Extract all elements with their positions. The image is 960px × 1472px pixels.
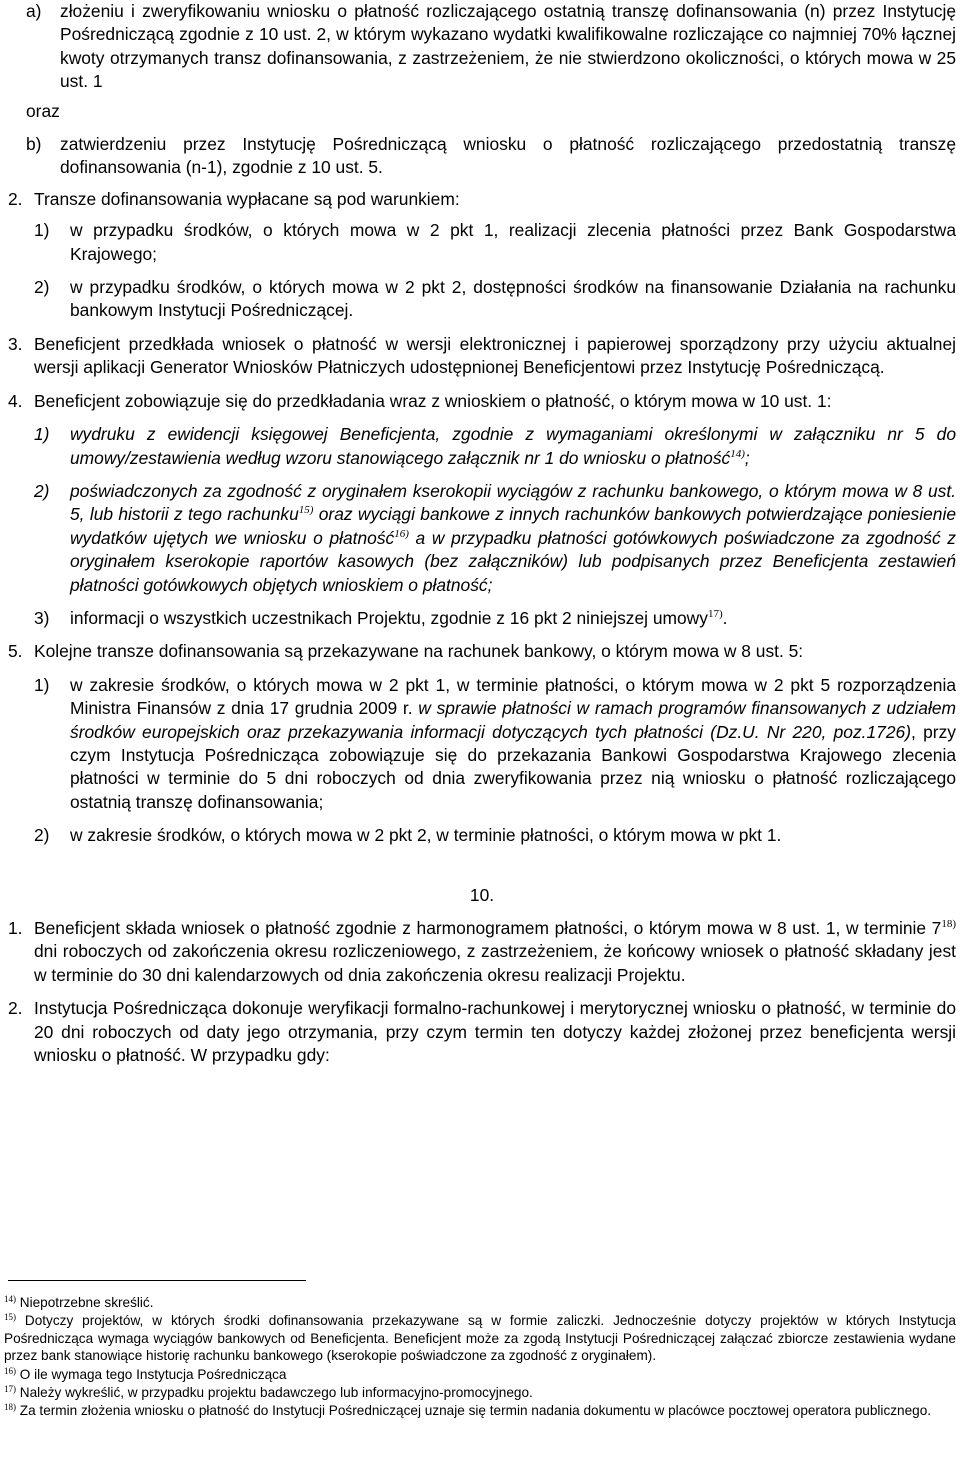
paragraph-5-number: 5. (8, 641, 23, 662)
footnote-separator (8, 1280, 306, 1281)
paragraph-4-item-3 (8, 607, 956, 630)
paragraph-3-number: 3. (8, 333, 23, 354)
section-10-paragraph-1 (8, 917, 956, 987)
footnote-ref-17[interactable]: 17) (707, 607, 723, 620)
item-number: 1) (34, 424, 50, 445)
item-number: 1) (34, 674, 50, 695)
paragraph-5-item-1 (8, 674, 956, 814)
paragraph-3-text: Beneficjent przedkłada wniosek o płatność w wersji elektronicznej i papierowej sporządzony przy użyciu aktualnej wersji aplikacji Generator Wniosków Płatniczych udostępnionej Beneficjentowi przez Instytucję Pośredniczącą. (34, 333, 956, 378)
clause-b (8, 133, 956, 180)
footnote-mark: 17) (4, 1384, 16, 1395)
footnote-14 (4, 1294, 956, 1311)
footnote-16 (4, 1366, 956, 1383)
item-text: informacji o wszystkich uczestnikach Projektu, zgodnie z 16 pkt 2 niniejszej umowy (70, 607, 708, 628)
clause-b-label: b) (26, 134, 42, 155)
item-text-part-2: , przy czym Instytucja Pośrednicząca zobowiązuje się do przekazania Bankowi Gospodarstwa Krajowego zlecenia płatności w terminie do 5 dni roboczych od dnia zweryfikowania przez nią wniosku o płatność rozliczającego ostatnią transzę dofinansowania; (70, 721, 956, 812)
item-number: 2) (34, 480, 50, 501)
paragraph-5-item-2 (8, 824, 956, 847)
footnote-text: Za termin złożenia wniosku o płatność do Instytucji Pośredniczącej uznaje się termin nadania dokumentu w placówce pocztowej operatora publicznego. (16, 1403, 932, 1419)
item-tail: ; (744, 447, 750, 468)
item-text-part-1: w zakresie środków, o których mowa w 2 pkt 1, w terminie płatności, o którym mowa w 2 pkt 5 rozporządzenia Ministra Finansów z dnia 17 grudnia 2009 r. (70, 674, 956, 719)
section-10-paragraph-2 (8, 997, 956, 1067)
paragraph-text-part-2: dni roboczych od zakończenia okresu rozliczeniowego, z zastrzeżeniem, że końcowy wniosek o płatność składany jest w terminie do 30 dni kalendarzowych od dnia zakończenia okresu realizacji Projektu. (34, 941, 956, 985)
footnote-ref-16[interactable]: 16) (394, 527, 409, 540)
item-number: 2) (34, 825, 50, 846)
clause-a-text: złożeniu i zweryfikowaniu wniosku o płatność rozliczającego ostatnią transzę dofinansowania (n) przez Instytucję Pośredniczącą zgodnie z 10 ust. 2, w którym wykazano wydatki kwalifikowalne rozliczające co najmniej 70% łącznej kwoty otrzymanych transz dofinansowania, z zastrzeżeniem, że nie stwierdzono okoliczności, o których mowa w 25 ust. 1 (60, 1, 956, 92)
item-text: w przypadku środków, o których mowa w 2 pkt 1, realizacji zlecenia płatności przez Bank Gospodarstwa Krajowego; (70, 220, 956, 264)
paragraph-text-part-1: Beneficjent składa wniosek o płatność zgodnie z harmonogramem płatności, o którym mowa w 8 ust. 1, w terminie 7 (34, 918, 942, 938)
section-heading: 10. (469, 884, 495, 905)
conjunction-oraz: oraz (26, 100, 60, 121)
paragraph-4 (8, 390, 956, 413)
item-text-part-2: oraz wyciągi bankowe z innych rachunków bankowych potwierdzające poniesienie wydatków ujętych we wniosku o płatność (70, 504, 956, 548)
paragraph-number: 1. (8, 918, 23, 938)
paragraph-4-text: Beneficjent zobowiązuje się do przedkładania wraz z wnioskiem o płatność, o którym mowa w 10 ust. 1: (34, 390, 832, 411)
item-text-part-1: poświadczonych za zgodność z oryginałem kserokopii wyciągów z rachunku bankowego, o którym mowa w 8 ust. 5, lub historii z tego rachunku (70, 480, 956, 525)
paragraph-2-item-1 (8, 219, 956, 266)
footnote-text: Dotyczy projektów, w których środki dofinansowania przekazywane są w formie zaliczki. Jednocześnie dotyczy projektów w których Instytucja Pośrednicząca wymaga wyciągów bankowych od Beneficjenta. Beneficjent może za zgodą Instytucji Pośredniczącej załączać zbiorcze zestawienia wydane przez bank stanowiące historię rachunku bankowego (kserokopie poświadczone za zgodność z oryginałem). (4, 1313, 956, 1364)
footnote-ref-14[interactable]: 14) (730, 447, 745, 460)
paragraph-4-item-1 (8, 423, 956, 470)
clause-b-text: zatwierdzeniu przez Instytucję Pośredniczącą wniosku o płatność rozliczającego przedostatnią transzę dofinansowania (n-1), zgodnie z 10 ust. 5. (60, 134, 956, 178)
clause-a (8, 0, 956, 94)
footnote-text: Należy wykreślić, w przypadku projektu badawczego lub informacyjno-promocyjnego. (16, 1385, 533, 1401)
paragraph-4-item-2 (8, 480, 956, 597)
clause-a-label: a) (26, 1, 42, 21)
footnote-mark: 16) (4, 1365, 16, 1376)
item-text: w przypadku środków, o których mowa w 2 pkt 2, dostępności środków na finansowanie Działania na rachunku bankowym Instytucji Pośredniczącej. (70, 277, 956, 321)
paragraph-5 (8, 640, 956, 663)
paragraph-5-text: Kolejne transze dofinansowania są przekazywane na rachunek bankowy, o którym mowa w 8 ust. 5: (34, 641, 804, 662)
footnote-text: O ile wymaga tego Instytucja Pośrednicząca (16, 1366, 287, 1382)
paragraph-2-item-2 (8, 276, 956, 323)
item-text-part-3: a w przypadku płatności gotówkowych poświadczone za zgodność z oryginałem kserokopie raportów kasowych (bez załączników) lub podpisanych przez Beneficjenta zestawień płatności gotówkowych objętych wnioskiem o płatność; (70, 527, 957, 595)
footnote-ref-18[interactable]: 18) (941, 918, 956, 930)
item-tail: . (722, 607, 728, 628)
footnote-mark: 15) (4, 1312, 16, 1323)
paragraph-2 (8, 188, 956, 211)
item-text: wydruku z ewidencji księgowej Beneficjenta, zgodnie z wymaganiami określonymi w załączniku nr 5 do umowy/zestawienia według wzoru stanowiącego załącznik nr 1 do wniosku o płatność (70, 424, 956, 468)
footnote-text: Niepotrzebne skreślić. (16, 1295, 154, 1310)
footnote-18 (4, 1402, 956, 1419)
footnote-mark: 18) (4, 1402, 16, 1413)
footnote-mark: 14) (4, 1294, 16, 1304)
item-number: 1) (34, 220, 50, 241)
paragraph-2-number: 2. (8, 188, 23, 209)
paragraph-3 (8, 333, 956, 380)
footnote-ref-15[interactable]: 15) (298, 504, 314, 517)
paragraph-text: Instytucja Pośrednicząca dokonuje weryfikacji formalno-rachunkowej i merytorycznej wniosku o płatność, w terminie do 20 dni roboczych od daty jego otrzymania, przy czym termin ten dotyczy każdej złożonej przez beneficjenta wersji wniosku o płatność. W przypadku gdy: (34, 998, 956, 1066)
item-number: 3) (34, 607, 50, 628)
regulation-title: w sprawie płatności w ramach programów finansowanych z udziałem środków europejskich oraz przekazywania informacji dotyczących tych płatności (Dz.U. Nr 220, poz.1726) (70, 698, 956, 742)
item-number: 2) (34, 277, 50, 298)
paragraph-2-text: Transze dofinansowania wypłacane są pod warunkiem: (34, 188, 460, 209)
paragraph-number: 2. (8, 998, 23, 1019)
document-body (8, 0, 956, 1067)
item-text: w zakresie środków, o których mowa w 2 pkt 2, w terminie płatności, o którym mowa w pkt 1. (70, 825, 782, 846)
paragraph-4-number: 4. (8, 390, 23, 411)
footnote-15 (4, 1312, 956, 1364)
footnotes (4, 1294, 956, 1421)
footnote-17 (4, 1384, 956, 1401)
